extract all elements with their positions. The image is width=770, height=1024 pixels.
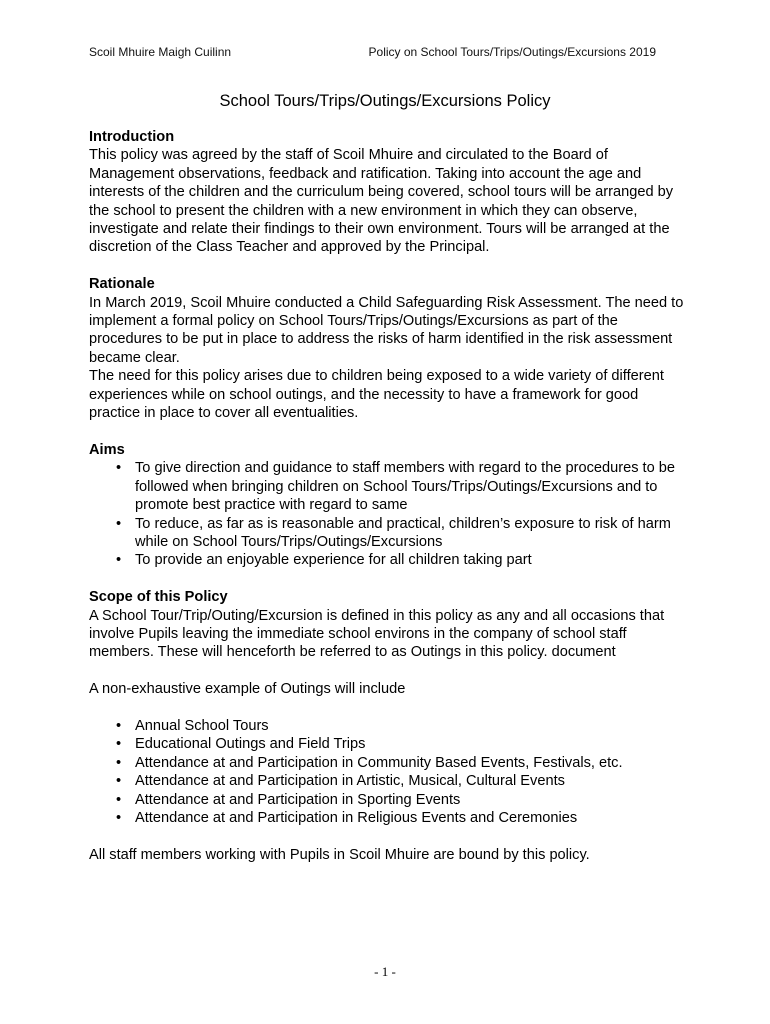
list-item: • To give direction and guidance to staff members with regard to the procedures to be followed when bringing children on School Tours/Trips/Outings/Excursions and to promote best practice with regard to same: [135, 459, 689, 514]
introduction-text: This policy was agreed by the staff of Scoil Mhuire and circulated to the Board of Management observations, feedback and ratification. Taking into account the age and interests of the children and the curriculum being covered, school tours will be arranged by the school to present the children with a new environment in which they can observe, investigate and relate their findings to their own environment. Tours will be arranged at the discretion of the Class Teacher and approved by the Principal.: [89, 147, 674, 256]
rationale-section: [89, 275, 689, 422]
rationale-paragraph: The need for this policy arises due to children being exposed to a wide variety of different experiences while on school outings, and the necessity to have a framework for good practice in place to cover all eventualities.: [89, 368, 664, 422]
introduction-heading: Introduction: [89, 129, 175, 145]
aims-list: [89, 459, 689, 569]
rationale-paragraph: In March 2019, Scoil Mhuire conducted a Child Safeguarding Risk Assessment. The need to implement a formal policy on School Tours/Trips/Outings/Excursions as part of the procedures to be put in place to address the risks of harm identified in the risk assessment became clear.: [89, 294, 684, 366]
scope-heading: Scope of this Policy: [89, 589, 228, 606]
list-item: • Annual School Tours: [135, 717, 689, 735]
page-number: - 1 -: [374, 964, 396, 979]
list-item: • Attendance at and Participation in Sporting Events: [135, 791, 689, 809]
header-policy-title: Policy on School Tours/Trips/Outings/Excursions 2019: [368, 45, 656, 59]
list-item: • To reduce, as far as is reasonable and practical, children’s exposure to risk of harm while on School Tours/Trips/Outings/Excursions: [135, 515, 689, 552]
introduction-section: [89, 128, 689, 257]
closing-statement: All staff members working with Pupils in Scoil Mhuire are bound by this policy.: [89, 846, 590, 863]
aims-heading: Aims: [89, 441, 125, 458]
rationale-heading: Rationale: [89, 276, 155, 293]
list-item: • Attendance at and Participation in Religious Events and Ceremonies: [135, 809, 689, 827]
document-title: School Tours/Trips/Outings/Excursions Policy: [219, 92, 551, 110]
list-item: • Attendance at and Participation in Community Based Events, Festivals, etc.: [135, 754, 689, 772]
document-body: [89, 128, 689, 864]
aims-section: [89, 441, 689, 570]
list-item: • Attendance at and Participation in Artistic, Musical, Cultural Events: [135, 772, 689, 790]
examples-list: [89, 717, 689, 827]
header-school-name: Scoil Mhuire Maigh Cuilinn: [89, 45, 232, 59]
examples-intro: A non-exhaustive example of Outings will include: [89, 681, 406, 698]
scope-text: A School Tour/Trip/Outing/Excursion is defined in this policy as any and all occasions that involve Pupils leaving the immediate school environs in the company of school staff members. These will henceforth be referred to as Outings in this policy. document: [89, 607, 665, 661]
list-item: • Educational Outings and Field Trips: [135, 735, 689, 753]
list-item: • To provide an enjoyable experience for all children taking part: [135, 551, 689, 569]
scope-section: [89, 588, 689, 864]
